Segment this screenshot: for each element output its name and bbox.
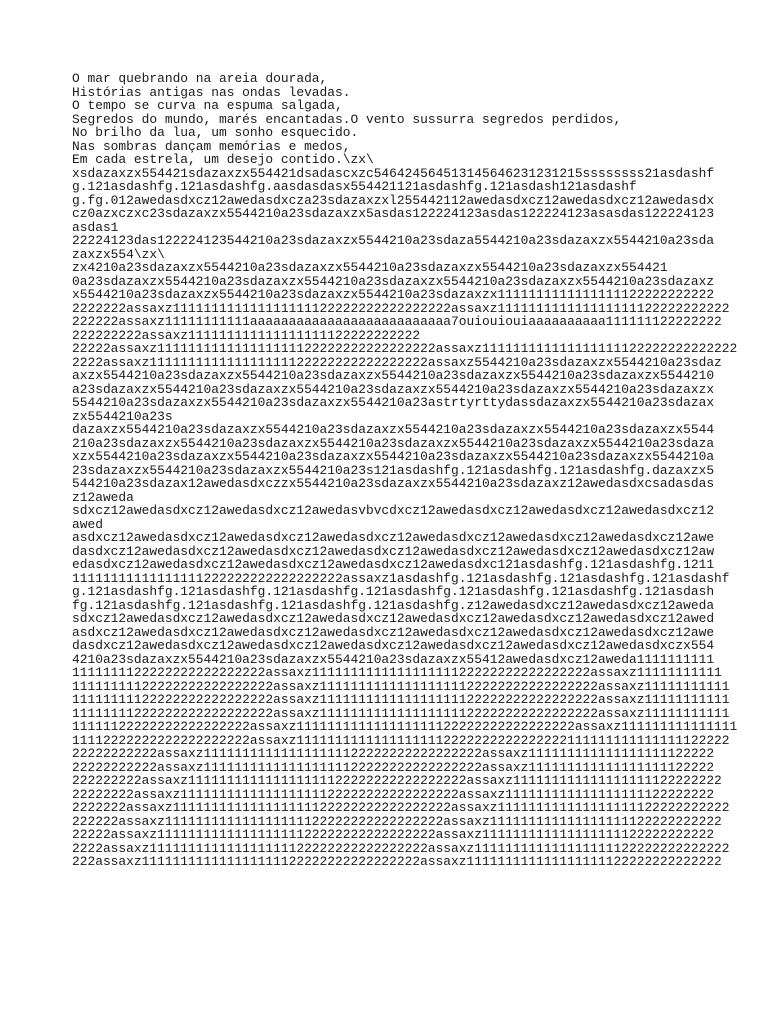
text-line: 11112222222222222222222assaxz11111111111111111112222222222222222111111111111111122222 <box>72 732 730 748</box>
text-line: 2222assaxz111111111111111111122222222222222222assaxz5544210a23sdazaxzx5544210a23sdaz <box>72 354 722 370</box>
text-line: O mar quebrando na areia dourada, <box>72 71 328 86</box>
text-line: 11111111122222222222222222assaxz111111111111111111122222222222222222assaxz11111111111 <box>72 678 730 694</box>
text-line: sdxcz12awedasdxcz12awedasdxcz12awedasvbvcdxcz12awedasdxcz12awedasdxcz12awedasdxcz12 <box>72 503 715 518</box>
text-line: z12aweda <box>72 489 134 505</box>
text-line: dasdxcz12awedasdxcz12awedasdxcz12awedasdxcz12awedasdxcz12awedasdxcz12awedasdxcz12aw <box>72 543 715 559</box>
text-line: asdas1 <box>72 219 119 235</box>
text-line: awed <box>72 516 103 532</box>
text-line: dasdxcz12awedasdxcz12awedasdxcz12awedasdxcz12awedasdxcz12awedasdxcz12awedasdxczx554 <box>72 638 715 653</box>
text-line: 11111111111111111222222222222222222assaxz1asdashfg.121asdashfg.121asdashfg.121asdashf <box>72 570 730 586</box>
text-line: zx4210a23sdazaxzx5544210a23sdazaxzx5544210a23sdazaxzx5544210a23sdazaxzx554421 <box>72 260 668 275</box>
text-line: 11111111122222222222222222assaxz111111111111111111122222222222222222assaxz11111111111 <box>72 692 730 707</box>
text-line: zx5544210a23s <box>72 408 173 424</box>
text-line: O tempo se curva na espuma salgada, <box>72 98 343 113</box>
text-line: axzx5544210a23sdazaxzx5544210a23sdazaxzx5544210a23sdazaxzx5544210a23sdazaxzx5544210 <box>72 368 715 383</box>
text-line: 2222222assaxz111111111111111111122222222222222222assaxz111111111111111111122222222222 <box>72 800 730 815</box>
text-line: edasdxcz12awedasdxcz12awedasdxcz12awedasdxcz12awedasdxc121asdashfg.121asdashfg.1211 <box>72 557 715 572</box>
text-line: 222222assaxz111111111111111111122222222222222222assaxz111111111111111111122222222222 <box>72 813 722 829</box>
text-line: 2222assaxz111111111111111111122222222222222222assaxz111111111111111111122222222222222 <box>72 840 730 856</box>
text-line: 11111111222222222222222222assaxz111111111111111111122222222222222222assaxz11111111111 <box>72 705 730 721</box>
text-line: zaxzx554\zx\ <box>72 246 165 262</box>
text-line: 22222222222assaxz111111111111111111122222222222222222assaxz111111111111111111122222 <box>72 759 715 775</box>
text-line: 5544210a23sdazaxzx5544210a23sdazaxzx5544210a23astrtyrttydassdazaxzx5544210a23sdazax <box>72 395 715 410</box>
text-line: 210a23sdazaxzx5544210a23sdazaxzx5544210a23sdazaxzx5544210a23sdazaxzx5544210a23sdaza <box>72 435 715 451</box>
text-line: 22222222222assaxz111111111111111111122222222222222222assaxz111111111111111111122222 <box>72 746 715 761</box>
text-line: Histórias antigas nas ondas levadas. <box>72 84 351 100</box>
text-line: 544210a23sdazax12awedasdxczzx5544210a23sdazaxzx5544210a23sdazaxz12awedasdxcsadasdas <box>72 476 715 491</box>
text-line: sdxcz12awedasdxcz12awedasdxcz12awedasdxcz12awedasdxcz12awedasdxcz12awedasdxcz12awed <box>72 611 715 626</box>
text-line: cz0azxczxc23sdazaxzx5544210a23sdazaxzx5asdas122224123asdas122224123asasdas122224123 <box>72 206 715 221</box>
text-line: 1111111122222222222222222assaxz111111111111111111122222222222222222assaxz11111111111 <box>72 665 722 680</box>
text-line: Em cada estrela, um desejo contido.\zx\ <box>72 152 374 167</box>
text-line: fg.121asdashfg.121asdashfg.121asdashfg.121asdashfg.z12awedasdxcz12awedasdxcz12aweda <box>72 597 715 613</box>
text-line: Nas sombras dançam memórias e medos, <box>72 138 351 154</box>
text-line: asdxcz12awedasdxcz12awedasdxcz12awedasdxcz12awedasdxcz12awedasdxcz12awedasdxcz12awe <box>72 624 715 640</box>
text-line: 2222222assaxz111111111111111111122222222222222222assaxz111111111111111111122222222222 <box>72 300 730 316</box>
text-line: xzx5544210a23sdazaxzx5544210a23sdazaxzx5544210a23sdazaxzx5544210a23sdazaxzx5544210a <box>72 449 715 464</box>
text-line: 11111122222222222222222assaxz111111111111111111122222222222222222assaxz111111111111111 <box>72 719 738 734</box>
text-line: g.fg.012awedasdxcz12awedasdxcza23sdazaxzxl255442112awedasdxcz12awedasdxcz12awedasdx <box>72 192 715 208</box>
text-line: Segredos do mundo, marés encantadas.O vento sussurra segredos perdidos, <box>72 111 622 127</box>
text-line: 222222222assaxz111111111111111111122222222222222222assaxz111111111111111111122222222 <box>72 773 722 788</box>
text-line: 4210a23sdazaxzx5544210a23sdazaxzx5544210a23sdazaxzx55412awedasdxcz12aweda1111111111 <box>72 651 715 667</box>
text-line: g.121asdashfg.121asdashfg.121asdashfg.121asdashfg.121asdashfg.121asdashfg.121asdash <box>72 584 715 599</box>
text-line: 222222222assaxz111111111111111111122222222222 <box>72 327 421 343</box>
text-line: 22222222assaxz111111111111111111122222222222222222assaxz111111111111111111122222222 <box>72 786 715 802</box>
text-line: 22222assaxz111111111111111111122222222222222222assaxz111111111111111111122222222222 <box>72 827 715 842</box>
text-line: xsdazaxzx554421sdazaxzx554421dsadascxzc546424564513145646231231215ssssssss21asdashf <box>72 165 715 181</box>
text-line: 222222assaxz11111111111aaaaaaaaaaaaaaaaaaaaaaaaaa7ouiouiouiaaaaaaaaaa111111122222222 <box>72 314 722 329</box>
text-line: x5544210a23sdazaxzx5544210a23sdazaxzx5544210a23sdazaxzx1111111111111111122222222222 <box>72 287 715 302</box>
text-line: dazaxzx5544210a23sdazaxzx5544210a23sdazaxzx5544210a23sdazaxzx5544210a23sdazaxzx5544 <box>72 422 715 437</box>
text-line: a23sdazaxzx5544210a23sdazaxzx5544210a23sdazaxzx5544210a23sdazaxzx5544210a23sdazaxzx <box>72 381 715 397</box>
text-line: asdxcz12awedasdxcz12awedasdxcz12awedasdxcz12awedasdxcz12awedasdxcz12awedasdxcz12awe <box>72 530 715 545</box>
text-line: 22222assaxz111111111111111111122222222222222222assaxz111111111111111111122222222222222 <box>72 341 738 356</box>
text-line: 22224123das122224123544210a23sdazaxzx5544210a23sdaza5544210a23sdazaxzx5544210a23sda <box>72 233 715 248</box>
document-page <box>72 71 738 869</box>
text-line: 23sdazaxzx5544210a23sdazaxzx5544210a23s121asdashfg.121asdashfg.121asdashfg.dazaxzx5 <box>72 462 715 478</box>
text-line: g.121asdashfg.121asdashfg.aasdasdasx554421121asdashfg.121asdash121asdashf <box>72 179 637 194</box>
text-line: 0a23sdazaxzx5544210a23sdazaxzx5544210a23sdazaxzx5544210a23sdazaxzx5544210a23sdazaxz <box>72 273 715 289</box>
text-line: 222assaxz111111111111111111122222222222222222assaxz111111111111111111122222222222222 <box>72 854 722 869</box>
text-line: No brilho da lua, um sonho esquecido. <box>72 125 359 140</box>
